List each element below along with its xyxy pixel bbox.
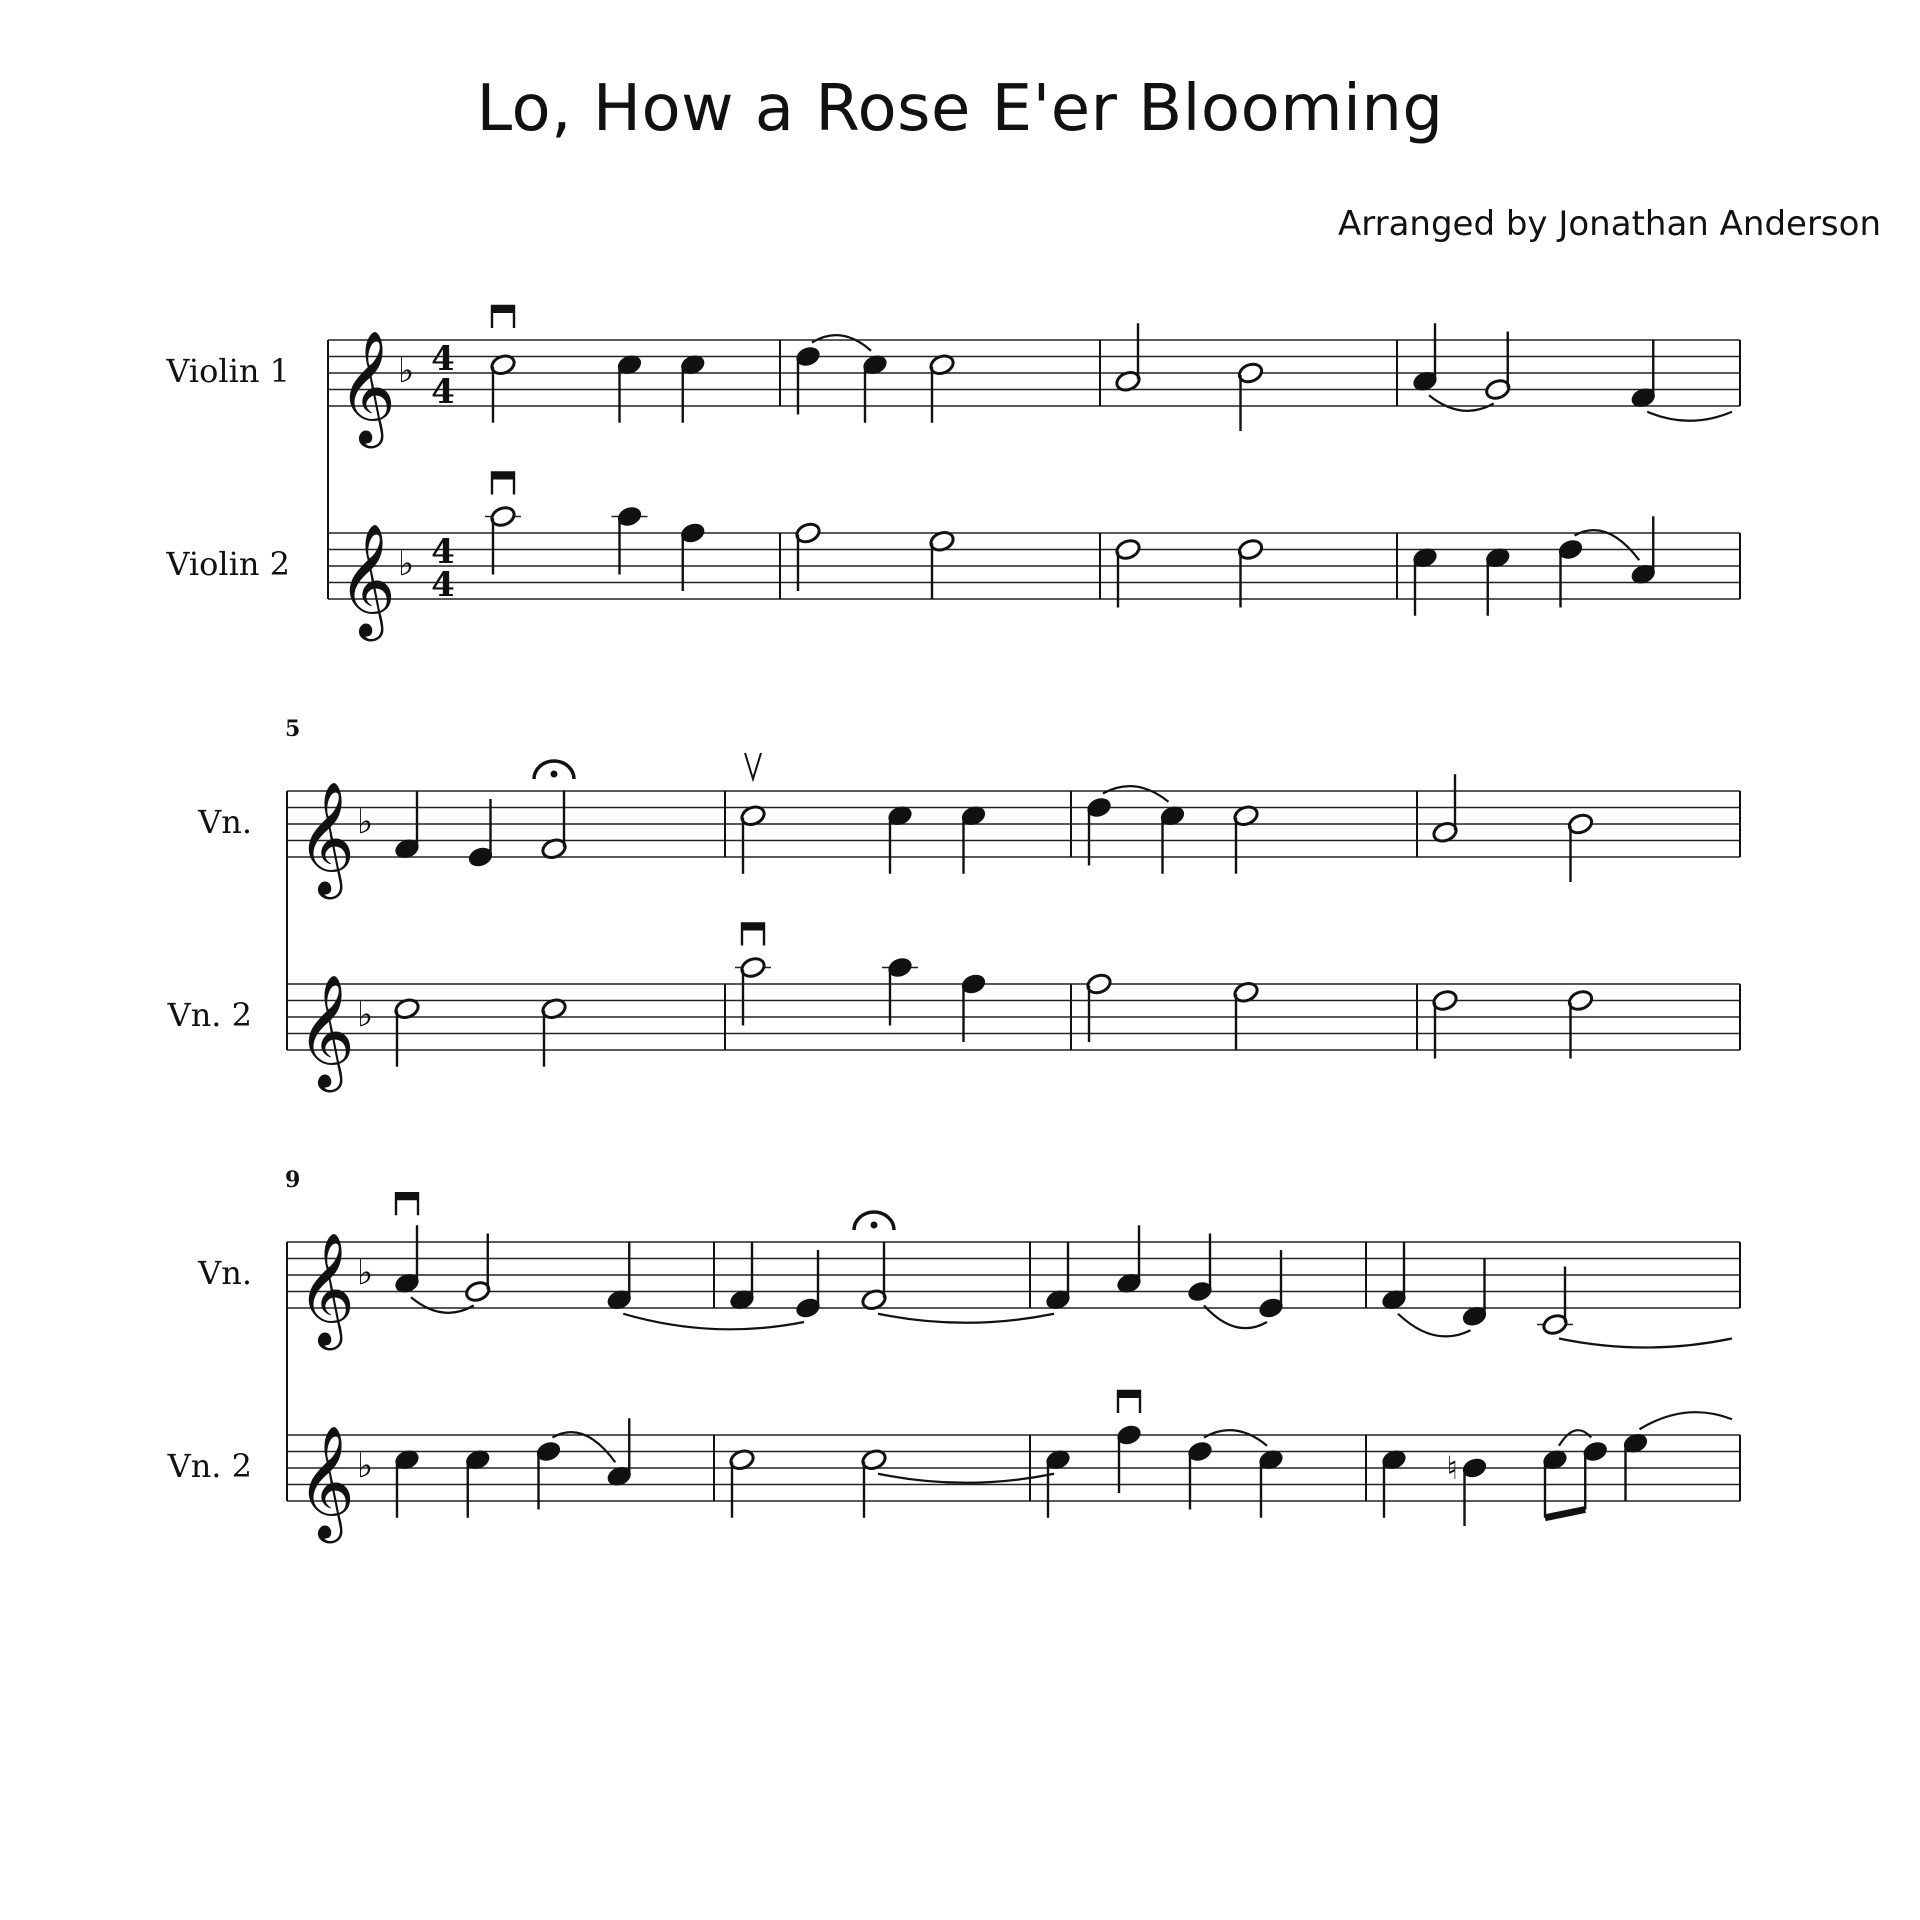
- note: [1114, 538, 1141, 608]
- note: [616, 353, 643, 423]
- note: [1567, 812, 1594, 882]
- note: [1232, 804, 1259, 874]
- down-bow-bar-icon: [396, 1193, 418, 1200]
- note: [535, 1440, 562, 1510]
- note: [1630, 340, 1657, 410]
- note: [728, 1448, 755, 1518]
- part-label-violin-2: Violin 2: [166, 545, 290, 583]
- note: [464, 1234, 491, 1304]
- down-bow-bar-icon: [1118, 1391, 1140, 1398]
- time-signature-numerator: 4: [431, 532, 455, 572]
- note: [1085, 972, 1112, 1042]
- note: [485, 505, 521, 575]
- part-label-violin-1: Violin 1: [166, 352, 290, 390]
- note: [1115, 1423, 1142, 1493]
- note: [928, 353, 955, 423]
- note: [1232, 980, 1259, 1050]
- down-bow-bar-icon: [492, 473, 514, 480]
- note: [612, 505, 648, 575]
- slur-continuation: [1640, 1412, 1733, 1429]
- natural-sign-icon: ♮: [1446, 1449, 1458, 1487]
- treble-clef-icon: 𝄞: [297, 1232, 355, 1346]
- key-signature-flat-icon: ♭: [357, 1253, 374, 1293]
- note: [489, 353, 516, 423]
- down-bow-bar-icon: [742, 924, 764, 931]
- note: [1237, 361, 1264, 431]
- note: [1044, 1448, 1071, 1518]
- tie-continuation: [1559, 1339, 1732, 1348]
- note: [794, 1250, 821, 1320]
- note: [1557, 538, 1584, 608]
- note: [960, 972, 987, 1042]
- staff-lines: [287, 984, 1740, 1050]
- note: [1630, 516, 1657, 586]
- measure-number: 5: [285, 716, 301, 742]
- note: [1622, 1431, 1649, 1501]
- slur: [1429, 395, 1494, 411]
- staff-lines: [287, 1242, 1740, 1308]
- tie-continuation: [1647, 412, 1732, 421]
- note: [960, 804, 987, 874]
- key-signature-flat-icon: ♭: [398, 351, 415, 391]
- note: [886, 804, 913, 874]
- note: [928, 529, 955, 599]
- note: [860, 1242, 887, 1312]
- note: [679, 521, 706, 591]
- note: [735, 956, 771, 1026]
- note: [1537, 1267, 1573, 1337]
- treble-clef-icon: 𝄞: [297, 1425, 355, 1539]
- note: [794, 345, 821, 415]
- slur: [623, 1314, 804, 1330]
- arranger-credit: Arranged by Jonathan Anderson: [1337, 204, 1881, 244]
- staff-lines: [328, 533, 1740, 599]
- staff-lines: [328, 340, 1740, 406]
- treble-clef-icon: 𝄞: [297, 781, 355, 895]
- note: [467, 799, 494, 869]
- slur: [1204, 1306, 1267, 1329]
- slur: [812, 335, 871, 351]
- key-signature-flat-icon: ♭: [357, 802, 374, 842]
- slur: [1575, 530, 1640, 560]
- key-signature-flat-icon: ♭: [398, 544, 415, 584]
- note: [1257, 1448, 1284, 1518]
- note: [1447, 1449, 1489, 1526]
- note: [393, 997, 420, 1067]
- part-label-violin-1: Vn.: [198, 1254, 252, 1292]
- treble-clef-icon: 𝄞: [338, 330, 396, 444]
- score-title: Lo, How a Rose E'er Blooming: [476, 72, 1444, 146]
- beam: [1545, 1510, 1585, 1518]
- up-bow-icon: [745, 753, 761, 779]
- note: [1380, 1242, 1407, 1312]
- note: [1114, 323, 1141, 393]
- tie: [878, 1474, 1054, 1483]
- note: [1380, 1448, 1407, 1518]
- down-bow-bar-icon: [492, 306, 514, 313]
- tie: [878, 1314, 1054, 1323]
- note: [606, 1418, 633, 1488]
- note: [679, 353, 706, 423]
- note: [882, 956, 918, 1026]
- note: [1484, 332, 1511, 402]
- note: [1582, 1440, 1609, 1510]
- note: [794, 521, 821, 591]
- note: [1115, 1225, 1142, 1295]
- note: [1186, 1234, 1213, 1304]
- note: [1186, 1440, 1213, 1510]
- note: [861, 353, 888, 423]
- fermata-dot-icon: [871, 1222, 878, 1229]
- note: [393, 1448, 420, 1518]
- part-label-violin-2: Vn. 2: [167, 996, 252, 1034]
- fermata-dot-icon: [551, 771, 558, 778]
- note: [739, 804, 766, 874]
- key-signature-flat-icon: ♭: [357, 995, 374, 1035]
- measure-number: 9: [285, 1167, 301, 1193]
- treble-clef-icon: 𝄞: [297, 974, 355, 1088]
- note: [393, 791, 420, 861]
- note: [1484, 546, 1511, 616]
- slur: [1103, 786, 1169, 802]
- note: [606, 1242, 633, 1312]
- part-label-violin-2: Vn. 2: [167, 1447, 252, 1485]
- treble-clef-icon: 𝄞: [338, 523, 396, 637]
- note: [1541, 1448, 1568, 1518]
- note: [1085, 796, 1112, 866]
- time-signature-numerator: 4: [431, 339, 455, 379]
- key-signature-flat-icon: ♭: [357, 1446, 374, 1486]
- staff-lines: [287, 1435, 1740, 1501]
- slur: [411, 1297, 474, 1313]
- note: [1044, 1242, 1071, 1312]
- part-label-violin-1: Vn.: [198, 803, 252, 841]
- note: [860, 1448, 887, 1518]
- note: [1159, 804, 1186, 874]
- slur: [1398, 1314, 1471, 1337]
- note: [393, 1225, 420, 1295]
- note: [1431, 989, 1458, 1059]
- note: [1411, 323, 1438, 393]
- slur: [553, 1432, 616, 1462]
- note: [1567, 989, 1594, 1059]
- note: [1461, 1258, 1488, 1328]
- note: [1431, 774, 1458, 844]
- time-signature-denominator: 4: [431, 565, 455, 605]
- note: [464, 1448, 491, 1518]
- slur: [1559, 1430, 1591, 1446]
- note: [728, 1242, 755, 1312]
- staff-lines: [287, 791, 1740, 857]
- note: [1257, 1250, 1284, 1320]
- note: [1411, 546, 1438, 616]
- note: [1237, 538, 1264, 608]
- note: [540, 997, 567, 1067]
- note: [540, 791, 567, 861]
- time-signature-denominator: 4: [431, 372, 455, 412]
- slur: [1204, 1430, 1267, 1446]
